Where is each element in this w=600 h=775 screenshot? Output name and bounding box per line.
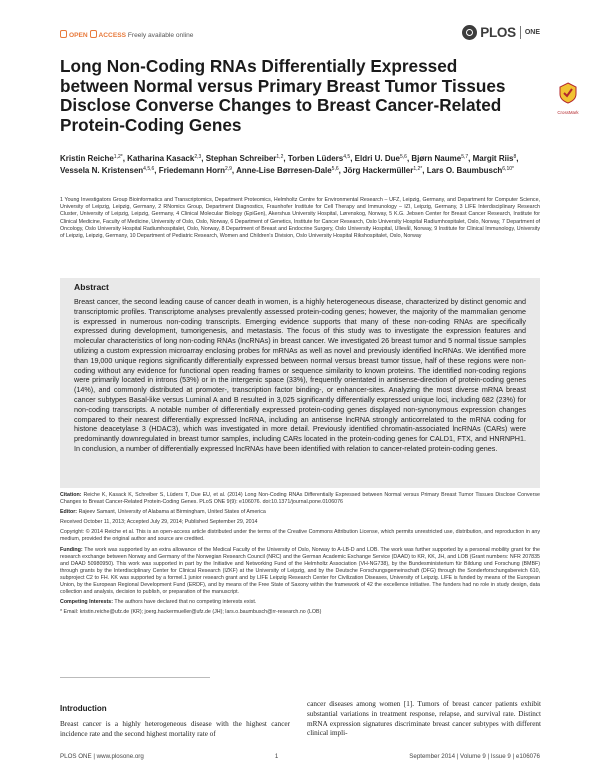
affiliations: 1 Young Investigators Group Bioinformatics and Transcriptomics, Department Proteomics, Helmholtz Centre for Environmental Research – UFZ, Leipzig, Germany, and Department for Computer Science, University of Leipzig, Leipzig, Germany, 2 RNomics Group, Department Diagnostics, Fraunhofer Institute for Cell Therapy and Immunology – IZI, Leipzig, Germany, 3 LIFE Interdisciplinary Research Cluster, University of Leipzig, Leipzig, Germany, 4 Clinical Molecular Biology (EpiGen), Akershus University Hospital, Lørenskog, Norway, 5 K.G. Jebsen Center for Breast Cancer Research, Institute for Clinical Medicine, Faculty of Medicine, University of Oslo, Oslo, Norway, 6 Department of Genetics, Institute for Cancer Research, Oslo University Hospital Radiumhospitalet, Oslo, Norway, 7 Department of Oncology, Oslo University Hospital Radiumhospitalet, Oslo, Norway, 8 Department of Breast and Endocrine Surgery, Oslo University Hospital, Ullevål, Norway, 9 Institute for Clinical Immunology, University of Leipzig, Leipzig, Germany, 10 Department of Pediatric Research, Women and Children's Division, Oslo University Hospital Rikshospitalet, Oslo, Norway [60, 197, 540, 240]
intro-heading: Introduction [60, 704, 107, 713]
article-title: Long Non-Coding RNAs Differentially Expressed between Normal versus Primary Breast Tumor Tissues Disclose Converse Changes to Breast Cancer-Related Protein-Coding Genes [60, 56, 506, 135]
open-access-banner [60, 30, 193, 39]
journal-logo[interactable] [462, 23, 540, 41]
intro-column-2: cancer diseases among women [1]. Tumors of breast cancer patients exhibit substantial variations in treatment response, relapse, and survival rate. Distinct mRNA expression signatures discriminate breast cancer subtypes with different clinical impli- [307, 700, 541, 738]
access-label: ACCESS [98, 32, 127, 39]
funding-block [60, 547, 540, 597]
crossmark-badge[interactable] [550, 82, 586, 115]
abstract-text: Breast cancer, the second leading cause of cancer death in women, is a highly heterogeneous disease, characterized by distinct genomic and transcriptomic profiles. Transcriptome analyses prevalently assessed protein-coding genes; however, the majority of the mammalian genome is expressed in numerous non-coding transcripts. Emerging evidence supports that many of these non-coding RNAs are specifically expressed during development, tumorigenesis, and metastasis. The focus of this study was to investigate the expression features and molecular characteristics of long non-coding RNAs (lncRNAs) in breast cancer. We investigated 26 breast tumor and 5 normal tissue samples utilizing a custom expression microarray enclosing probes for mRNAs as well as novel and previously identified lncRNAs. We identified more than 19,000 unique regions significantly differentially expressed between normal versus breast tumor tissue, half of these regions were non-coding without any evidence for functional open reading frames or sequence similarity to known proteins. The identified non-coding regions were primarily located in introns (53%) or in the intergenic space (33%), frequently orientated in antisense-direction of protein-coding genes (14%), and commonly distributed at promoter-, transcription factor binding-, or enhancer-sites. Analyzing the most diverse mRNA breast cancer subtypes Basal-like versus Luminal A and B resulted in 3,025 significantly differentially expressed unique loci, including 682 (23%) for non-coding transcripts. A notable number of differentially expressed protein-coding genes displayed non-synonymous expression changes compared to their nearest differentially expressed lncRNA, including an antisense lncRNA strongly anticorrelated to the mRNA coding for histone deacetylase 3 (HDAC3), which was investigated in more detail. Previously identified chromatin-associated lncRNAs (CARs) were predominantly downregulated in breast tumor samples, including CARs located in the protein-coding genes for CALD1, FTX, and HNRNPH1. In conclusion, a number of differentially expressed lncRNAs have been identified with relation to cancer-related protein-coding genes. [74, 297, 526, 453]
author-name: Jörg Hackermüller$^{1,2*}$ [343, 165, 423, 175]
funding-label: Funding: [60, 546, 83, 553]
author-affiliation-marks: 1,2* [413, 165, 423, 172]
funding-text: The work was supported by an extra allowance of the Medical Faculty of the University of Oslo, Norway to A-LB-D and LOB. The work was further supported by a personal mobility grant for the research exchange between Norway and Germany of the Norwegian Research Council (NRC) and the German Academic Exchange Service (DAAD) to KR, KK, JH, and LOB (Grant numbers: NFR 207835 and DAAD 50980950). This work was supported in part by the Initiative and Networking Fund of the Helmholtz Association (VH-NG738), by the Bundesministerium für Bildung und Forschung (BMBF) through grants by the Interdisciplinary Center for Clinical Research (IZKF) at the University of Leipzig, and by the Deutsche Forschungsgemeinschaft (DFG) through the Sonderforschungsbereich 610, subproject C2 to FH. KK was supported by a formel.1 junior research grant and by LIFE Leipzig Research Center for Civilization Diseases, University of Leipzig. LIFE is funded by means of the European Union, by the European Regional Development Fund (ERDF), and by means of the Free State of Saxony within the framework of 42 the excellence initiative. The funders had no role in study design, data collection and analysis, decision to publish, or preparation of the manuscript. [60, 546, 540, 596]
article-metadata [60, 492, 540, 619]
journal-brand: PLOS [480, 24, 516, 40]
author-affiliation-marks: 8 [513, 154, 517, 160]
editor-block [60, 509, 540, 516]
author-affiliation-marks: 6,10* [502, 165, 514, 172]
author-name: Vessela N. Kristensen$^{4,5,6}$ [60, 165, 155, 175]
author-affiliation-marks: 5,6 [399, 154, 407, 160]
author-name: Katharina Kasack$^{2,3}$ [127, 154, 202, 163]
author-affiliation-marks: 2,3 [194, 154, 202, 160]
author-name: Torben Lüders$^{4,5}$ [287, 154, 351, 163]
crossmark-label: CrossMark [557, 110, 579, 115]
author-name: Lars O. Baumbusch$^{6,10*}$ [426, 165, 514, 175]
footer-issue: September 2014 | Volume 9 | Issue 9 | e106076 [409, 753, 540, 760]
logo-separator [520, 26, 521, 39]
competing-label: Competing Interests: [60, 599, 113, 606]
author-affiliation-marks: 5,7 [461, 154, 469, 160]
author-name: Kristin Reiche$^{1,2*}$ [60, 154, 123, 163]
author-affiliation-marks: 2,9 [224, 165, 232, 172]
author-name: Eldri U. Due$^{5,6}$ [354, 154, 407, 163]
author-list: Kristin Reiche$^{1,2*}$, Katharina Kasack$^{2,3}$, Stephan Schreiber$^{1,2}$, Torben Lüders$^{4,5}$, Eldri U. Due$^{5,6}$, Bjørn Naume$^{5,7}$, Margit Riis$^8$, Vessela N. Kristensen$^{4,5,6}$, Friedemann Horn$^{2,9}$, Anne-Lise Børresen-Dale$^{5,6}$, Jörg Hackermüller$^{1,2*}$, Lars O. Baumbusch$^{6,10*}$ [60, 154, 519, 175]
citation-text: Reiche K, Kasack K, Schreiber S, Lüders T, Due EU, et al. (2014) Long Non-Coding RNAs Differentially Expressed between Normal versus Primary Breast Tumor Tissues Disclose Converse Changes to Breast Cancer-Related Protein-Coding Genes. PLoS ONE 9(9): e106076. doi:10.1371/journal.pone.0106076 [60, 492, 540, 506]
author-name: Bjørn Naume$^{5,7}$ [411, 154, 469, 163]
journal-sub: ONE [524, 28, 540, 36]
copyright: Copyright: © 2014 Reiche et al. This is an open-access article distributed under the terms of the Creative Commons Attribution License, which permits unrestricted use, distribution, and reproduction in any medium, provided the original author and source are credited. [60, 529, 540, 543]
intro-column-1: Breast cancer is a highly heterogeneous disease with the highest cancer incidence rate and the second highest mortality rate of [60, 720, 290, 738]
author-affiliation-marks: 4,5,6 [143, 165, 155, 172]
correspondence-email[interactable]: * Email: kristin.reiche@ufz.de (KR); joerg.hackermueller@ufz.de (JH); lars.o.baumbusch@rr-research.no (LOB) [60, 609, 322, 616]
abstract-heading: Abstract [74, 282, 109, 292]
author-affiliation-marks: 4,5 [343, 154, 351, 160]
competing-text: The authors have declared that no competing interests exist. [114, 599, 257, 606]
author-affiliation-marks: 5,6 [331, 165, 339, 172]
citation-block [60, 492, 540, 506]
author-name: Anne-Lise Børresen-Dale$^{5,6}$ [236, 165, 339, 175]
freely-available-label: Freely available online [127, 32, 194, 39]
access-lock-icon [90, 30, 97, 38]
author-affiliation-marks: 1,2* [113, 154, 123, 160]
editor-label: Editor: [60, 509, 78, 516]
author-name: Friedemann Horn$^{2,9}$ [158, 165, 232, 175]
citation-label: Citation: [60, 492, 82, 498]
author-affiliation-marks: 1,2 [276, 154, 284, 160]
open-lock-icon [60, 30, 67, 38]
competing-block [60, 599, 540, 606]
plos-logo-icon [462, 25, 477, 40]
page-footer [60, 753, 540, 760]
open-access-label: OPEN [69, 32, 88, 39]
dates: Received October 11, 2013; Accepted July 29, 2014; Published September 29, 2014 [60, 519, 258, 526]
crossmark-icon [558, 82, 578, 104]
page-number: 1 [274, 753, 279, 760]
editor-text: Rajeev Samant, University of Alabama at Birmingham, United States of America [78, 509, 266, 516]
author-name: Stephan Schreiber$^{1,2}$ [205, 154, 284, 163]
footer-journal[interactable]: PLOS ONE | www.plosone.org [60, 753, 144, 760]
author-name: Margit Riis$^8$ [472, 154, 517, 163]
section-divider [60, 677, 210, 678]
